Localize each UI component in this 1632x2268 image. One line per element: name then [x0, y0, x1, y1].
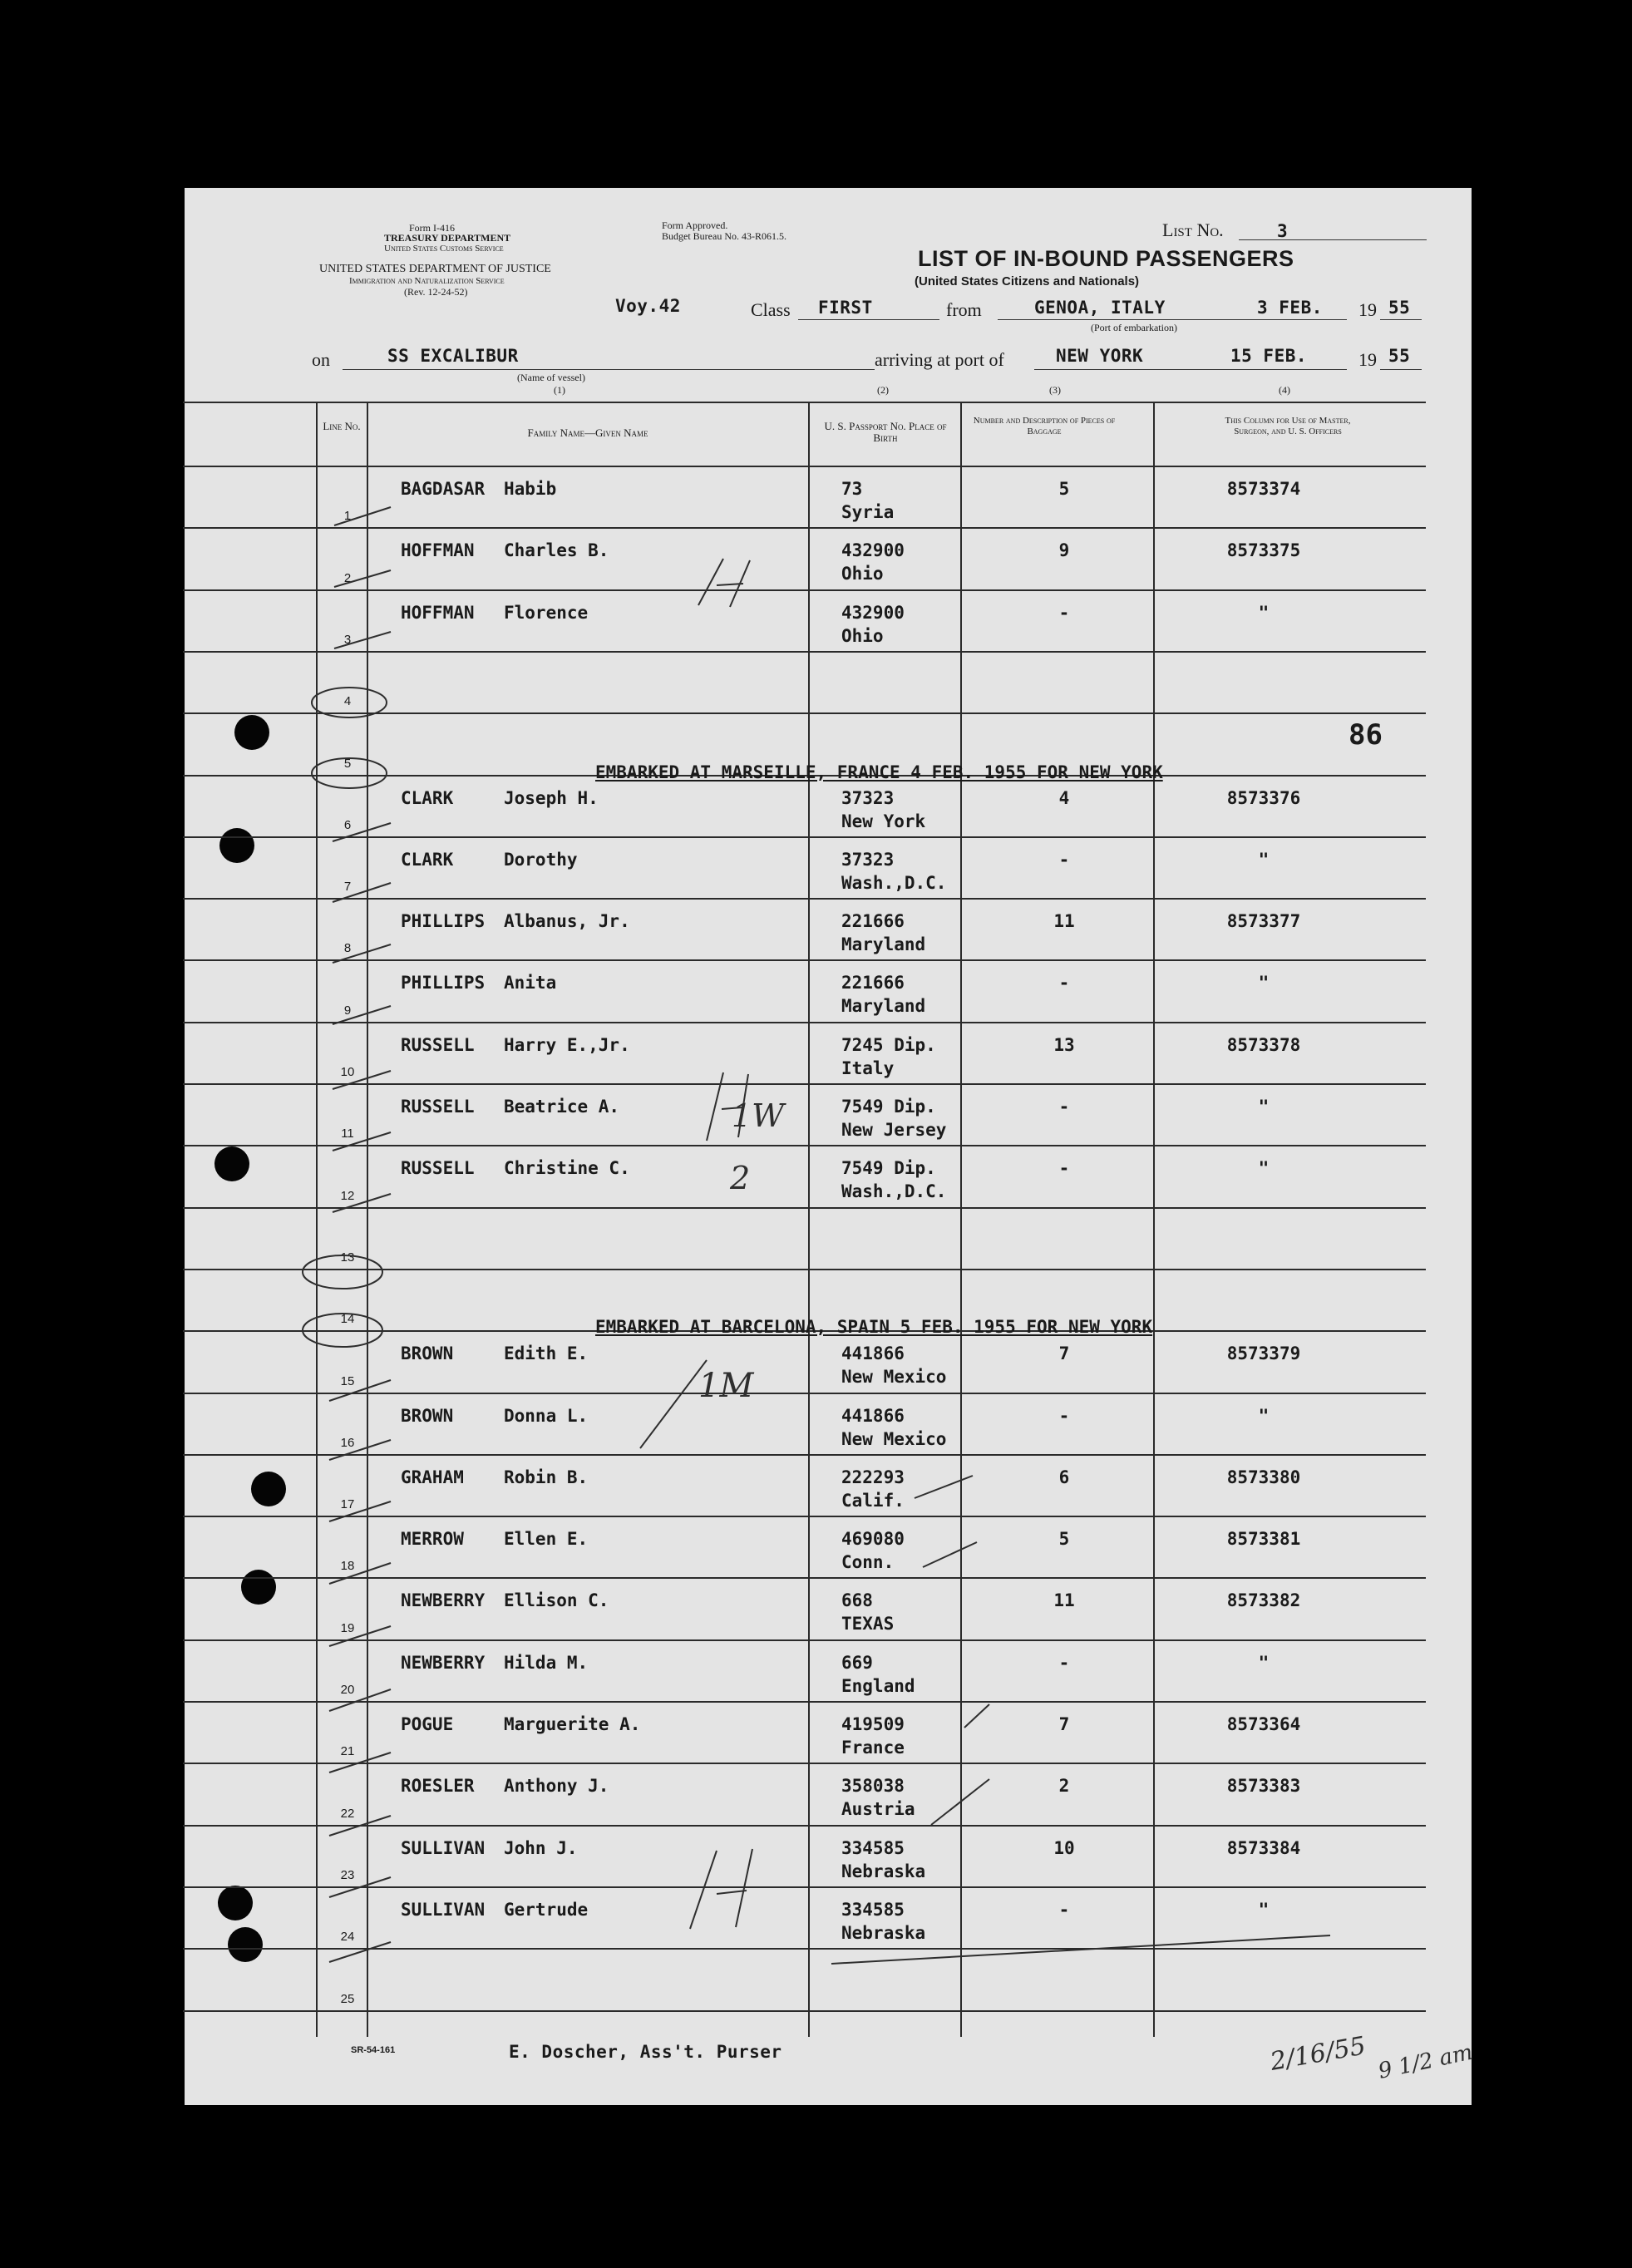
- line-number: 16: [340, 1436, 355, 1450]
- baggage-count: -: [1058, 1406, 1070, 1426]
- year-prefix-2: 19: [1358, 349, 1377, 370]
- check-mark: [329, 1501, 391, 1521]
- officer-column-value: ": [1258, 1406, 1270, 1426]
- svg-text:9 1/2 am: 9 1/2 am: [1376, 2039, 1476, 2084]
- place-of-birth: Maryland: [841, 934, 926, 954]
- check-mark: [329, 1626, 391, 1646]
- line-number: 7: [343, 880, 352, 894]
- line-number: 1: [343, 509, 352, 523]
- place-of-birth: France: [841, 1738, 905, 1758]
- given-name: Hilda M.: [504, 1653, 589, 1673]
- circle-mark: [312, 758, 387, 788]
- passport-number: 7549 Dip.: [841, 1158, 936, 1178]
- officer-column-value: ": [1258, 1653, 1270, 1673]
- line-number: 15: [340, 1374, 355, 1388]
- check-mark: [329, 1689, 391, 1711]
- line-number: 22: [340, 1807, 355, 1821]
- baggage-count: 7: [1058, 1714, 1070, 1734]
- header-line-no: Line No.: [323, 420, 361, 432]
- baggage-count: -: [1058, 603, 1070, 623]
- form-subtitle: (United States Citizens and Nationals): [915, 274, 1140, 288]
- passport-number: 73: [841, 479, 863, 499]
- customs-service: United States Customs Service: [384, 244, 504, 254]
- given-name: Habib: [504, 479, 557, 499]
- arriving-label: arriving at port of: [875, 349, 1004, 370]
- family-name: PHILLIPS: [401, 973, 486, 993]
- line-number: 18: [340, 1559, 355, 1573]
- passport-number: 668: [841, 1590, 873, 1610]
- given-name: John J.: [504, 1838, 578, 1858]
- header-officers: This Column for Use of Master, Surgeon, and U. S. Officers: [1225, 416, 1351, 436]
- embarkation-year: 55: [1388, 298, 1411, 318]
- voyage-number: Voy.42: [615, 296, 681, 316]
- officer-column-value: 8573379: [1226, 1344, 1301, 1363]
- form-approved: Form Approved.: [662, 219, 728, 231]
- family-name: HOFFMAN: [401, 540, 475, 560]
- check-mark: [329, 1380, 391, 1401]
- family-name: BROWN: [401, 1406, 454, 1426]
- line-number: 23: [340, 1868, 355, 1882]
- baggage-count: -: [1058, 850, 1070, 870]
- place-of-birth: Ohio: [841, 626, 884, 646]
- family-name: MERROW: [401, 1529, 464, 1549]
- passport-number: 358038: [841, 1776, 905, 1796]
- line-number: 3: [343, 633, 352, 647]
- given-name: Dorothy: [504, 850, 578, 870]
- passport-number: 669: [841, 1653, 873, 1673]
- col1-number: (1): [554, 384, 565, 396]
- place-of-birth: Calif.: [841, 1491, 905, 1511]
- officer-column-value: ": [1258, 1900, 1270, 1920]
- officer-column-value: 8573382: [1226, 1590, 1301, 1610]
- officer-column-value: 8573364: [1226, 1714, 1301, 1734]
- place-of-birth: Conn.: [841, 1552, 895, 1572]
- given-name: Donna L.: [504, 1406, 589, 1426]
- place-of-birth: New Mexico: [841, 1429, 947, 1449]
- line-number: 11: [341, 1127, 354, 1141]
- arrival-date: 15 FEB.: [1230, 346, 1308, 366]
- col4-number: (4): [1279, 384, 1290, 396]
- passport-number: 419509: [841, 1714, 905, 1734]
- baggage-count: 13: [1053, 1035, 1075, 1055]
- check-mark: [329, 1942, 391, 1962]
- place-of-birth: Nebraska: [841, 1923, 926, 1943]
- given-name: Ellison C.: [504, 1590, 609, 1610]
- family-name: HOFFMAN: [401, 603, 475, 623]
- given-name: Gertrude: [504, 1900, 589, 1920]
- place-of-birth: Italy: [841, 1058, 895, 1078]
- passport-number: 221666: [841, 973, 905, 993]
- embarkation-date: 3 FEB.: [1257, 298, 1323, 318]
- family-name: NEWBERRY: [401, 1653, 486, 1673]
- check-mark: [329, 1816, 391, 1836]
- baggage-count: 7: [1058, 1344, 1070, 1363]
- family-name: POGUE: [401, 1714, 454, 1734]
- officer-column-value: 8573380: [1226, 1467, 1301, 1487]
- passport-number: 441866: [841, 1406, 905, 1426]
- officer-column-value: ": [1258, 973, 1270, 993]
- passport-number: 221666: [841, 911, 905, 931]
- place-of-birth: Maryland: [841, 996, 926, 1016]
- baggage-count: -: [1058, 973, 1070, 993]
- svg-text:1W: 1W: [732, 1097, 785, 1134]
- family-name: RUSSELL: [401, 1158, 475, 1178]
- place-of-birth: TEXAS: [841, 1614, 895, 1634]
- budget-bureau: Budget Bureau No. 43-R061.5.: [662, 230, 786, 242]
- family-name: RUSSELL: [401, 1097, 475, 1117]
- family-name: BROWN: [401, 1344, 454, 1363]
- check-mark: [333, 944, 391, 963]
- vessel-caption: (Name of vessel): [517, 372, 585, 383]
- form-title: LIST OF IN-BOUND PASSENGERS: [918, 246, 1294, 271]
- passport-number: 7245 Dip.: [841, 1035, 936, 1055]
- line-number: 20: [340, 1683, 355, 1697]
- line-number: 14: [340, 1312, 355, 1326]
- baggage-count: 11: [1053, 911, 1075, 931]
- line-number: 12: [340, 1189, 355, 1203]
- line-number: 24: [340, 1930, 355, 1944]
- officer-column-value: ": [1258, 1097, 1270, 1117]
- given-name: Robin B.: [504, 1467, 589, 1487]
- svg-text:2: 2: [730, 1160, 751, 1196]
- class-value: FIRST: [818, 298, 873, 318]
- check-mark: [333, 1071, 391, 1089]
- family-name: PHILLIPS: [401, 911, 486, 931]
- given-name: Christine C.: [504, 1158, 630, 1178]
- line-number: 8: [343, 941, 352, 955]
- line-number: 4: [343, 694, 352, 708]
- line-number: 25: [340, 1992, 355, 2006]
- line-number: 9: [343, 1003, 352, 1018]
- given-name: Albanus, Jr.: [504, 911, 630, 931]
- check-mark: [329, 1563, 391, 1584]
- place-of-birth: Syria: [841, 502, 895, 522]
- given-name: Anthony J.: [504, 1776, 609, 1796]
- officer-column-value: 8573383: [1226, 1776, 1301, 1796]
- header-baggage: Number and Description of Pieces of Baggage: [973, 416, 1116, 436]
- passport-number: 334585: [841, 1838, 905, 1858]
- baggage-count: -: [1058, 1653, 1070, 1673]
- place-of-birth: Wash.,D.C.: [841, 873, 947, 893]
- family-name: GRAHAM: [401, 1467, 464, 1487]
- svg-text:1M: 1M: [698, 1367, 754, 1405]
- header-name: Family Name—Given Name: [527, 426, 648, 439]
- baggage-count: 5: [1058, 479, 1070, 499]
- embarked-note-marseille: EMBARKED AT MARSEILLE, FRANCE 4 FEB. 1955 FOR NEW YORK: [595, 762, 1163, 782]
- line-number: 19: [340, 1621, 355, 1635]
- baggage-count: 4: [1058, 788, 1070, 808]
- passport-number: 469080: [841, 1529, 905, 1549]
- baggage-count: 6: [1058, 1467, 1070, 1487]
- place-of-birth: New Mexico: [841, 1367, 947, 1387]
- passport-number: 37323: [841, 788, 895, 808]
- year-prefix: 19: [1358, 299, 1377, 320]
- circle-mark: [303, 1255, 382, 1289]
- arrival-year: 55: [1388, 346, 1411, 366]
- ins-service: Immigration and Naturalization Service: [349, 276, 505, 286]
- given-name: Joseph H.: [504, 788, 599, 808]
- margin-stamp: 86: [1348, 718, 1383, 752]
- check-mark: [334, 507, 391, 525]
- officer-column-value: 8573377: [1226, 911, 1301, 931]
- check-mark: [329, 1877, 391, 1897]
- baggage-count: 9: [1058, 540, 1070, 560]
- given-name: Ellen E.: [504, 1529, 589, 1549]
- check-mark: [329, 1753, 391, 1772]
- line-number: 17: [340, 1497, 355, 1511]
- given-name: Anita: [504, 973, 557, 993]
- passport-number: 37323: [841, 850, 895, 870]
- given-name: Beatrice A.: [504, 1097, 620, 1117]
- family-name: CLARK: [401, 788, 454, 808]
- baggage-count: 2: [1058, 1776, 1070, 1796]
- circle-mark: [312, 688, 387, 717]
- col2-number: (2): [877, 384, 889, 396]
- family-name: SULLIVAN: [401, 1900, 486, 1920]
- check-mark: [334, 632, 391, 648]
- officer-column-value: 8573381: [1226, 1529, 1301, 1549]
- place-of-birth: Austria: [841, 1799, 915, 1819]
- officer-column-value: ": [1258, 603, 1270, 623]
- circle-mark: [303, 1314, 382, 1347]
- footer-code: SR-54-161: [351, 2045, 396, 2055]
- officer-column-value: 8573376: [1226, 788, 1301, 808]
- line-number: 21: [340, 1744, 355, 1758]
- place-of-birth: England: [841, 1676, 915, 1696]
- line-number: 6: [343, 818, 352, 832]
- family-name: ROESLER: [401, 1776, 475, 1796]
- given-name: Harry E.,Jr.: [504, 1035, 630, 1055]
- list-no-value: 3: [1277, 221, 1289, 241]
- arrival-port: NEW YORK: [1056, 346, 1144, 366]
- baggage-count: 5: [1058, 1529, 1070, 1549]
- check-mark: [333, 823, 391, 841]
- port-embark-caption: (Port of embarkation): [1091, 322, 1177, 333]
- embarked-note-barcelona: EMBARKED AT BARCELONA, SPAIN 5 FEB. 1955 FOR NEW YORK: [595, 1317, 1153, 1337]
- passport-number: 432900: [841, 603, 905, 623]
- officer-column-value: 8573378: [1226, 1035, 1301, 1055]
- baggage-count: 10: [1053, 1838, 1075, 1858]
- justice-dept: UNITED STATES DEPARTMENT OF JUSTICE: [319, 263, 551, 275]
- treasury-dept: TREASURY DEPARTMENT: [384, 232, 511, 244]
- purser-signature: E. Doscher, Ass't. Purser: [509, 2042, 782, 2062]
- place-of-birth: Wash.,D.C.: [841, 1181, 947, 1201]
- officer-column-value: 8573384: [1226, 1838, 1301, 1858]
- baggage-count: -: [1058, 1900, 1070, 1920]
- check-mark: [334, 570, 391, 587]
- given-name: Charles B.: [504, 540, 609, 560]
- vessel-name: SS EXCALIBUR: [387, 346, 519, 366]
- passport-number: 222293: [841, 1467, 905, 1487]
- on-label: on: [312, 349, 330, 370]
- check-mark: [333, 883, 391, 902]
- check-mark: [333, 1132, 391, 1151]
- place-of-birth: New Jersey: [841, 1120, 947, 1140]
- passport-number: 334585: [841, 1900, 905, 1920]
- officer-column-value: ": [1258, 1158, 1270, 1178]
- passport-number: 432900: [841, 540, 905, 560]
- form-revision: (Rev. 12-24-52): [404, 286, 468, 298]
- col3-number: (3): [1049, 384, 1061, 396]
- port-of-embarkation: GENOA, ITALY: [1034, 298, 1166, 318]
- family-name: NEWBERRY: [401, 1590, 486, 1610]
- passport-number: 7549 Dip.: [841, 1097, 936, 1117]
- check-mark: [329, 1440, 391, 1460]
- passport-number: 441866: [841, 1344, 905, 1363]
- line-number: 10: [340, 1065, 355, 1079]
- check-mark: [333, 1006, 391, 1024]
- family-name: RUSSELL: [401, 1035, 475, 1055]
- family-name: CLARK: [401, 850, 454, 870]
- place-of-birth: Nebraska: [841, 1861, 926, 1881]
- given-name: Marguerite A.: [504, 1714, 641, 1734]
- baggage-count: 11: [1053, 1590, 1075, 1610]
- header-passport: U. S. Passport No. Place of Birth: [824, 420, 947, 444]
- form-number: Form I-416: [409, 222, 455, 234]
- given-name: Florence: [504, 603, 589, 623]
- line-number: 2: [343, 571, 352, 585]
- line-number: 13: [340, 1250, 355, 1265]
- place-of-birth: Ohio: [841, 564, 884, 584]
- given-name: Edith E.: [504, 1344, 589, 1363]
- list-no-label: List No.: [1162, 219, 1224, 240]
- check-mark: [333, 1194, 391, 1212]
- class-label: Class: [751, 299, 791, 320]
- svg-text:2/16/55: 2/16/55: [1268, 2031, 1368, 2077]
- family-name: BAGDASAR: [401, 479, 486, 499]
- line-number: 5: [343, 757, 352, 771]
- officer-column-value: 8573375: [1226, 540, 1301, 560]
- baggage-count: -: [1058, 1158, 1070, 1178]
- family-name: SULLIVAN: [401, 1838, 486, 1858]
- officer-column-value: ": [1258, 850, 1270, 870]
- place-of-birth: New York: [841, 811, 926, 831]
- baggage-count: -: [1058, 1097, 1070, 1117]
- officer-column-value: 8573374: [1226, 479, 1301, 499]
- from-label: from: [946, 299, 982, 320]
